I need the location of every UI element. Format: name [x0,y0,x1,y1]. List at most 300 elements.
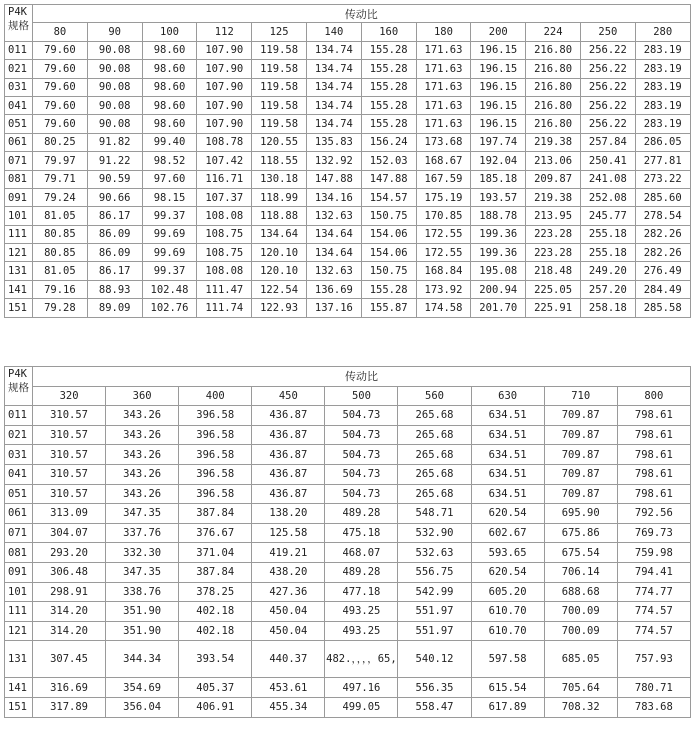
value-cell: 118.55 [252,152,307,170]
value-cell: 278.54 [635,207,690,225]
value-cell: 450.04 [252,602,325,622]
value-cell: 98.60 [142,96,197,114]
value-cell: 213.95 [526,207,581,225]
value-cell: 798.61 [617,484,690,504]
value-cell: 337.76 [106,523,179,543]
value-cell: 406.91 [179,697,252,717]
spec-cell: 041 [5,464,33,484]
table-row [5,445,691,465]
value-cell: 172.55 [416,244,471,262]
value-cell: 774.57 [617,602,690,622]
value-cell: 188.78 [471,207,526,225]
value-cell: 79.60 [33,96,88,114]
value-cell: 709.87 [544,445,617,465]
spec-cell: 131 [5,641,33,678]
value-cell: 265.68 [398,464,471,484]
value-cell: 155.28 [361,280,416,298]
value-cell: 98.52 [142,152,197,170]
value-cell: 132.63 [306,262,361,280]
value-cell: 293.20 [33,543,106,563]
value-cell: 504.73 [325,406,398,426]
value-cell: 90.08 [87,78,142,96]
value-cell: 317.89 [33,697,106,717]
value-cell: 116.71 [197,170,252,188]
value-cell: 90.59 [87,170,142,188]
value-cell: 135.83 [306,133,361,151]
value-cell: 532.90 [398,523,471,543]
spec-cell: 031 [5,445,33,465]
table-row [5,244,691,262]
value-cell: 79.60 [33,41,88,59]
table-row [5,641,691,678]
table-row [5,207,691,225]
table-header-row [5,5,691,23]
spec-cell: 131 [5,262,33,280]
value-cell: 419.21 [252,543,325,563]
value-cell: 387.84 [179,504,252,524]
value-cell: 134.74 [306,115,361,133]
value-cell: 371.04 [179,543,252,563]
ratio-column-header: 500 [325,386,398,406]
table-row [5,406,691,426]
ratio-column-header: 560 [398,386,471,406]
table-row [5,464,691,484]
value-cell: 88.93 [87,280,142,298]
ratio-values-row [5,23,691,41]
value-cell: 634.51 [471,425,544,445]
value-cell: 548.71 [398,504,471,524]
value-cell: 175.19 [416,188,471,206]
value-cell: 310.57 [33,425,106,445]
value-cell: 86.17 [87,207,142,225]
value-cell: 551.97 [398,621,471,641]
value-cell: 171.63 [416,60,471,78]
value-cell: 216.80 [526,96,581,114]
value-cell: 468.07 [325,543,398,563]
table-row [5,697,691,717]
value-cell: 257.84 [580,133,635,151]
value-cell: 134.64 [306,244,361,262]
value-cell: 86.09 [87,244,142,262]
value-cell: 436.87 [252,484,325,504]
value-cell: 108.75 [197,244,252,262]
value-cell: 98.60 [142,60,197,78]
table-row [5,543,691,563]
value-cell: 504.73 [325,425,398,445]
value-cell: 759.98 [617,543,690,563]
spec-cell: 021 [5,425,33,445]
value-cell: 80.25 [33,133,88,151]
value-cell: 497.16 [325,678,398,698]
table-row [5,60,691,78]
value-cell: 147.88 [306,170,361,188]
value-cell: 634.51 [471,406,544,426]
value-cell: 475.18 [325,523,398,543]
value-cell: 170.85 [416,207,471,225]
value-cell: 709.87 [544,425,617,445]
ratio-column-header: 90 [87,23,142,41]
value-cell: 155.28 [361,96,416,114]
spec-cell: 051 [5,115,33,133]
value-cell: 193.57 [471,188,526,206]
value-cell: 396.58 [179,406,252,426]
spec-cell: 151 [5,697,33,717]
table-row [5,484,691,504]
value-cell: 256.22 [580,96,635,114]
value-cell: 185.18 [471,170,526,188]
ratio-header: 传动比 [33,5,691,23]
value-cell: 282.26 [635,244,690,262]
value-cell: 102.76 [142,299,197,317]
value-cell: 107.90 [197,115,252,133]
value-cell: 155.28 [361,41,416,59]
value-cell: 798.61 [617,406,690,426]
value-cell: 90.08 [87,96,142,114]
table-row [5,170,691,188]
value-cell: 90.08 [87,115,142,133]
spec-cell: 011 [5,406,33,426]
value-cell: 89.09 [87,299,142,317]
spec-cell: 101 [5,207,33,225]
value-cell: 99.37 [142,262,197,280]
spec-cell: 121 [5,244,33,262]
spec-header-model: P4K [8,368,27,380]
value-cell: 792.56 [617,504,690,524]
value-cell: 265.68 [398,425,471,445]
ratio-column-header: 450 [252,386,325,406]
value-cell: 118.88 [252,207,307,225]
ratio-column-header: 280 [635,23,690,41]
value-cell: 132.92 [306,152,361,170]
value-cell: 111.74 [197,299,252,317]
value-cell: 108.78 [197,133,252,151]
value-cell: 199.36 [471,225,526,243]
value-cell: 99.40 [142,133,197,151]
table-row [5,96,691,114]
value-cell: 489.28 [325,504,398,524]
value-cell: 283.19 [635,78,690,96]
value-cell: 774.77 [617,582,690,602]
value-cell: 482.，，，，65, [325,641,398,678]
value-cell: 134.74 [306,78,361,96]
value-cell: 284.49 [635,280,690,298]
value-cell: 81.05 [33,262,88,280]
ratio-column-header: 630 [471,386,544,406]
value-cell: 107.90 [197,41,252,59]
value-cell: 99.69 [142,244,197,262]
spec-cell: 101 [5,582,33,602]
value-cell: 774.57 [617,621,690,641]
value-cell: 80.85 [33,244,88,262]
ratio-table-2 [4,366,691,718]
value-cell: 344.34 [106,641,179,678]
value-cell: 617.89 [471,697,544,717]
value-cell: 273.22 [635,170,690,188]
value-cell: 558.47 [398,697,471,717]
value-cell: 136.69 [306,280,361,298]
value-cell: 119.58 [252,41,307,59]
spec-cell: 141 [5,678,33,698]
value-cell: 798.61 [617,464,690,484]
value-cell: 542.99 [398,582,471,602]
value-cell: 86.17 [87,262,142,280]
value-cell: 79.28 [33,299,88,317]
value-cell: 347.35 [106,504,179,524]
value-cell: 223.28 [526,225,581,243]
value-cell: 436.87 [252,425,325,445]
value-cell: 700.09 [544,621,617,641]
value-cell: 310.57 [33,406,106,426]
value-cell: 405.37 [179,678,252,698]
value-cell: 108.08 [197,262,252,280]
value-cell: 216.80 [526,78,581,96]
value-cell: 122.93 [252,299,307,317]
ratio-column-header: 710 [544,386,617,406]
value-cell: 155.28 [361,78,416,96]
value-cell: 120.55 [252,133,307,151]
value-cell: 378.25 [179,582,252,602]
value-cell: 250.41 [580,152,635,170]
value-cell: 107.37 [197,188,252,206]
ratio-column-header: 360 [106,386,179,406]
value-cell: 708.32 [544,697,617,717]
value-cell: 794.41 [617,562,690,582]
value-cell: 276.49 [635,262,690,280]
value-cell: 396.58 [179,445,252,465]
value-cell: 634.51 [471,445,544,465]
value-cell: 134.64 [306,225,361,243]
value-cell: 438.20 [252,562,325,582]
value-cell: 343.26 [106,406,179,426]
value-cell: 241.08 [580,170,635,188]
value-cell: 393.54 [179,641,252,678]
value-cell: 343.26 [106,464,179,484]
ratio-column-header: 140 [306,23,361,41]
value-cell: 615.54 [471,678,544,698]
spec-cell: 021 [5,60,33,78]
value-cell: 307.45 [33,641,106,678]
value-cell: 150.75 [361,207,416,225]
value-cell: 173.68 [416,133,471,151]
value-cell: 695.90 [544,504,617,524]
value-cell: 197.74 [471,133,526,151]
table-row [5,152,691,170]
value-cell: 90.08 [87,41,142,59]
spec-cell: 061 [5,133,33,151]
value-cell: 436.87 [252,445,325,465]
value-cell: 98.60 [142,41,197,59]
value-cell: 798.61 [617,445,690,465]
ratio-column-header: 180 [416,23,471,41]
value-cell: 709.87 [544,484,617,504]
value-cell: 343.26 [106,445,179,465]
table-row [5,280,691,298]
ratio-column-header: 160 [361,23,416,41]
value-cell: 134.16 [306,188,361,206]
table-row [5,225,691,243]
ratio-column-header: 80 [33,23,88,41]
value-cell: 450.04 [252,621,325,641]
value-cell: 155.87 [361,299,416,317]
value-cell: 351.90 [106,602,179,622]
value-cell: 97.60 [142,170,197,188]
spec-cell: 061 [5,504,33,524]
value-cell: 125.58 [252,523,325,543]
value-cell: 174.58 [416,299,471,317]
value-cell: 706.14 [544,562,617,582]
ratio-column-header: 112 [197,23,252,41]
value-cell: 167.59 [416,170,471,188]
value-cell: 107.90 [197,96,252,114]
value-cell: 122.54 [252,280,307,298]
value-cell: 504.73 [325,484,398,504]
value-cell: 620.54 [471,562,544,582]
value-cell: 396.58 [179,464,252,484]
value-cell: 154.57 [361,188,416,206]
table-row [5,299,691,317]
ratio-column-header: 250 [580,23,635,41]
value-cell: 283.19 [635,96,690,114]
value-cell: 255.18 [580,225,635,243]
value-cell: 396.58 [179,484,252,504]
value-cell: 209.87 [526,170,581,188]
value-cell: 200.94 [471,280,526,298]
value-cell: 98.60 [142,115,197,133]
value-cell: 225.91 [526,299,581,317]
value-cell: 620.54 [471,504,544,524]
value-cell: 780.71 [617,678,690,698]
ratio-column-header: 125 [252,23,307,41]
ratio-values-row [5,386,691,406]
value-cell: 634.51 [471,484,544,504]
spec-cell: 121 [5,621,33,641]
value-cell: 265.68 [398,445,471,465]
table-row [5,602,691,622]
value-cell: 705.64 [544,678,617,698]
value-cell: 556.75 [398,562,471,582]
value-cell: 455.34 [252,697,325,717]
value-cell: 218.48 [526,262,581,280]
value-cell: 255.18 [580,244,635,262]
value-cell: 256.22 [580,115,635,133]
value-cell: 265.68 [398,484,471,504]
value-cell: 798.61 [617,425,690,445]
table-row [5,133,691,151]
value-cell: 685.05 [544,641,617,678]
value-cell: 314.20 [33,602,106,622]
value-cell: 91.22 [87,152,142,170]
spec-cell: 111 [5,602,33,622]
value-cell: 298.91 [33,582,106,602]
value-cell: 556.35 [398,678,471,698]
value-cell: 118.99 [252,188,307,206]
value-cell: 111.47 [197,280,252,298]
value-cell: 499.05 [325,697,398,717]
value-cell: 134.74 [306,60,361,78]
spec-cell: 011 [5,41,33,59]
value-cell: 168.84 [416,262,471,280]
value-cell: 314.20 [33,621,106,641]
value-cell: 493.25 [325,621,398,641]
value-cell: 783.68 [617,697,690,717]
value-cell: 376.67 [179,523,252,543]
value-cell: 171.63 [416,115,471,133]
value-cell: 436.87 [252,406,325,426]
spec-cell: 151 [5,299,33,317]
spec-cell: 031 [5,78,33,96]
value-cell: 306.48 [33,562,106,582]
spec-cell: 051 [5,484,33,504]
value-cell: 107.90 [197,60,252,78]
value-cell: 332.30 [106,543,179,563]
value-cell: 134.74 [306,96,361,114]
value-cell: 477.18 [325,582,398,602]
value-cell: 343.26 [106,484,179,504]
table-row [5,188,691,206]
value-cell: 90.66 [87,188,142,206]
spec-header [5,367,33,406]
table-row [5,78,691,96]
value-cell: 108.08 [197,207,252,225]
value-cell: 171.63 [416,96,471,114]
value-cell: 225.05 [526,280,581,298]
value-cell: 119.58 [252,78,307,96]
value-cell: 257.20 [580,280,635,298]
value-cell: 343.26 [106,425,179,445]
value-cell: 285.58 [635,299,690,317]
value-cell: 347.35 [106,562,179,582]
value-cell: 80.85 [33,225,88,243]
value-cell: 79.71 [33,170,88,188]
value-cell: 675.54 [544,543,617,563]
spec-header-label: 规格 [8,382,29,394]
value-cell: 593.65 [471,543,544,563]
value-cell: 79.60 [33,60,88,78]
spec-cell: 081 [5,170,33,188]
spec-header [5,5,33,42]
value-cell: 154.06 [361,244,416,262]
value-cell: 120.10 [252,244,307,262]
value-cell: 99.69 [142,225,197,243]
value-cell: 354.69 [106,678,179,698]
value-cell: 277.81 [635,152,690,170]
value-cell: 316.69 [33,678,106,698]
ratio-table-1 [4,4,691,318]
value-cell: 196.15 [471,60,526,78]
value-cell: 310.57 [33,445,106,465]
value-cell: 700.09 [544,602,617,622]
value-cell: 156.24 [361,133,416,151]
ratio-column-header: 320 [33,386,106,406]
value-cell: 102.48 [142,280,197,298]
ratio-column-header: 224 [526,23,581,41]
value-cell: 219.38 [526,133,581,151]
value-cell: 216.80 [526,115,581,133]
table-row [5,425,691,445]
value-cell: 99.37 [142,207,197,225]
value-cell: 258.18 [580,299,635,317]
value-cell: 196.15 [471,115,526,133]
spec-cell: 111 [5,225,33,243]
table-row [5,262,691,280]
value-cell: 147.88 [361,170,416,188]
table-header-row [5,367,691,387]
value-cell: 402.18 [179,621,252,641]
value-cell: 155.28 [361,60,416,78]
value-cell: 108.75 [197,225,252,243]
value-cell: 427.36 [252,582,325,602]
value-cell: 91.82 [87,133,142,151]
